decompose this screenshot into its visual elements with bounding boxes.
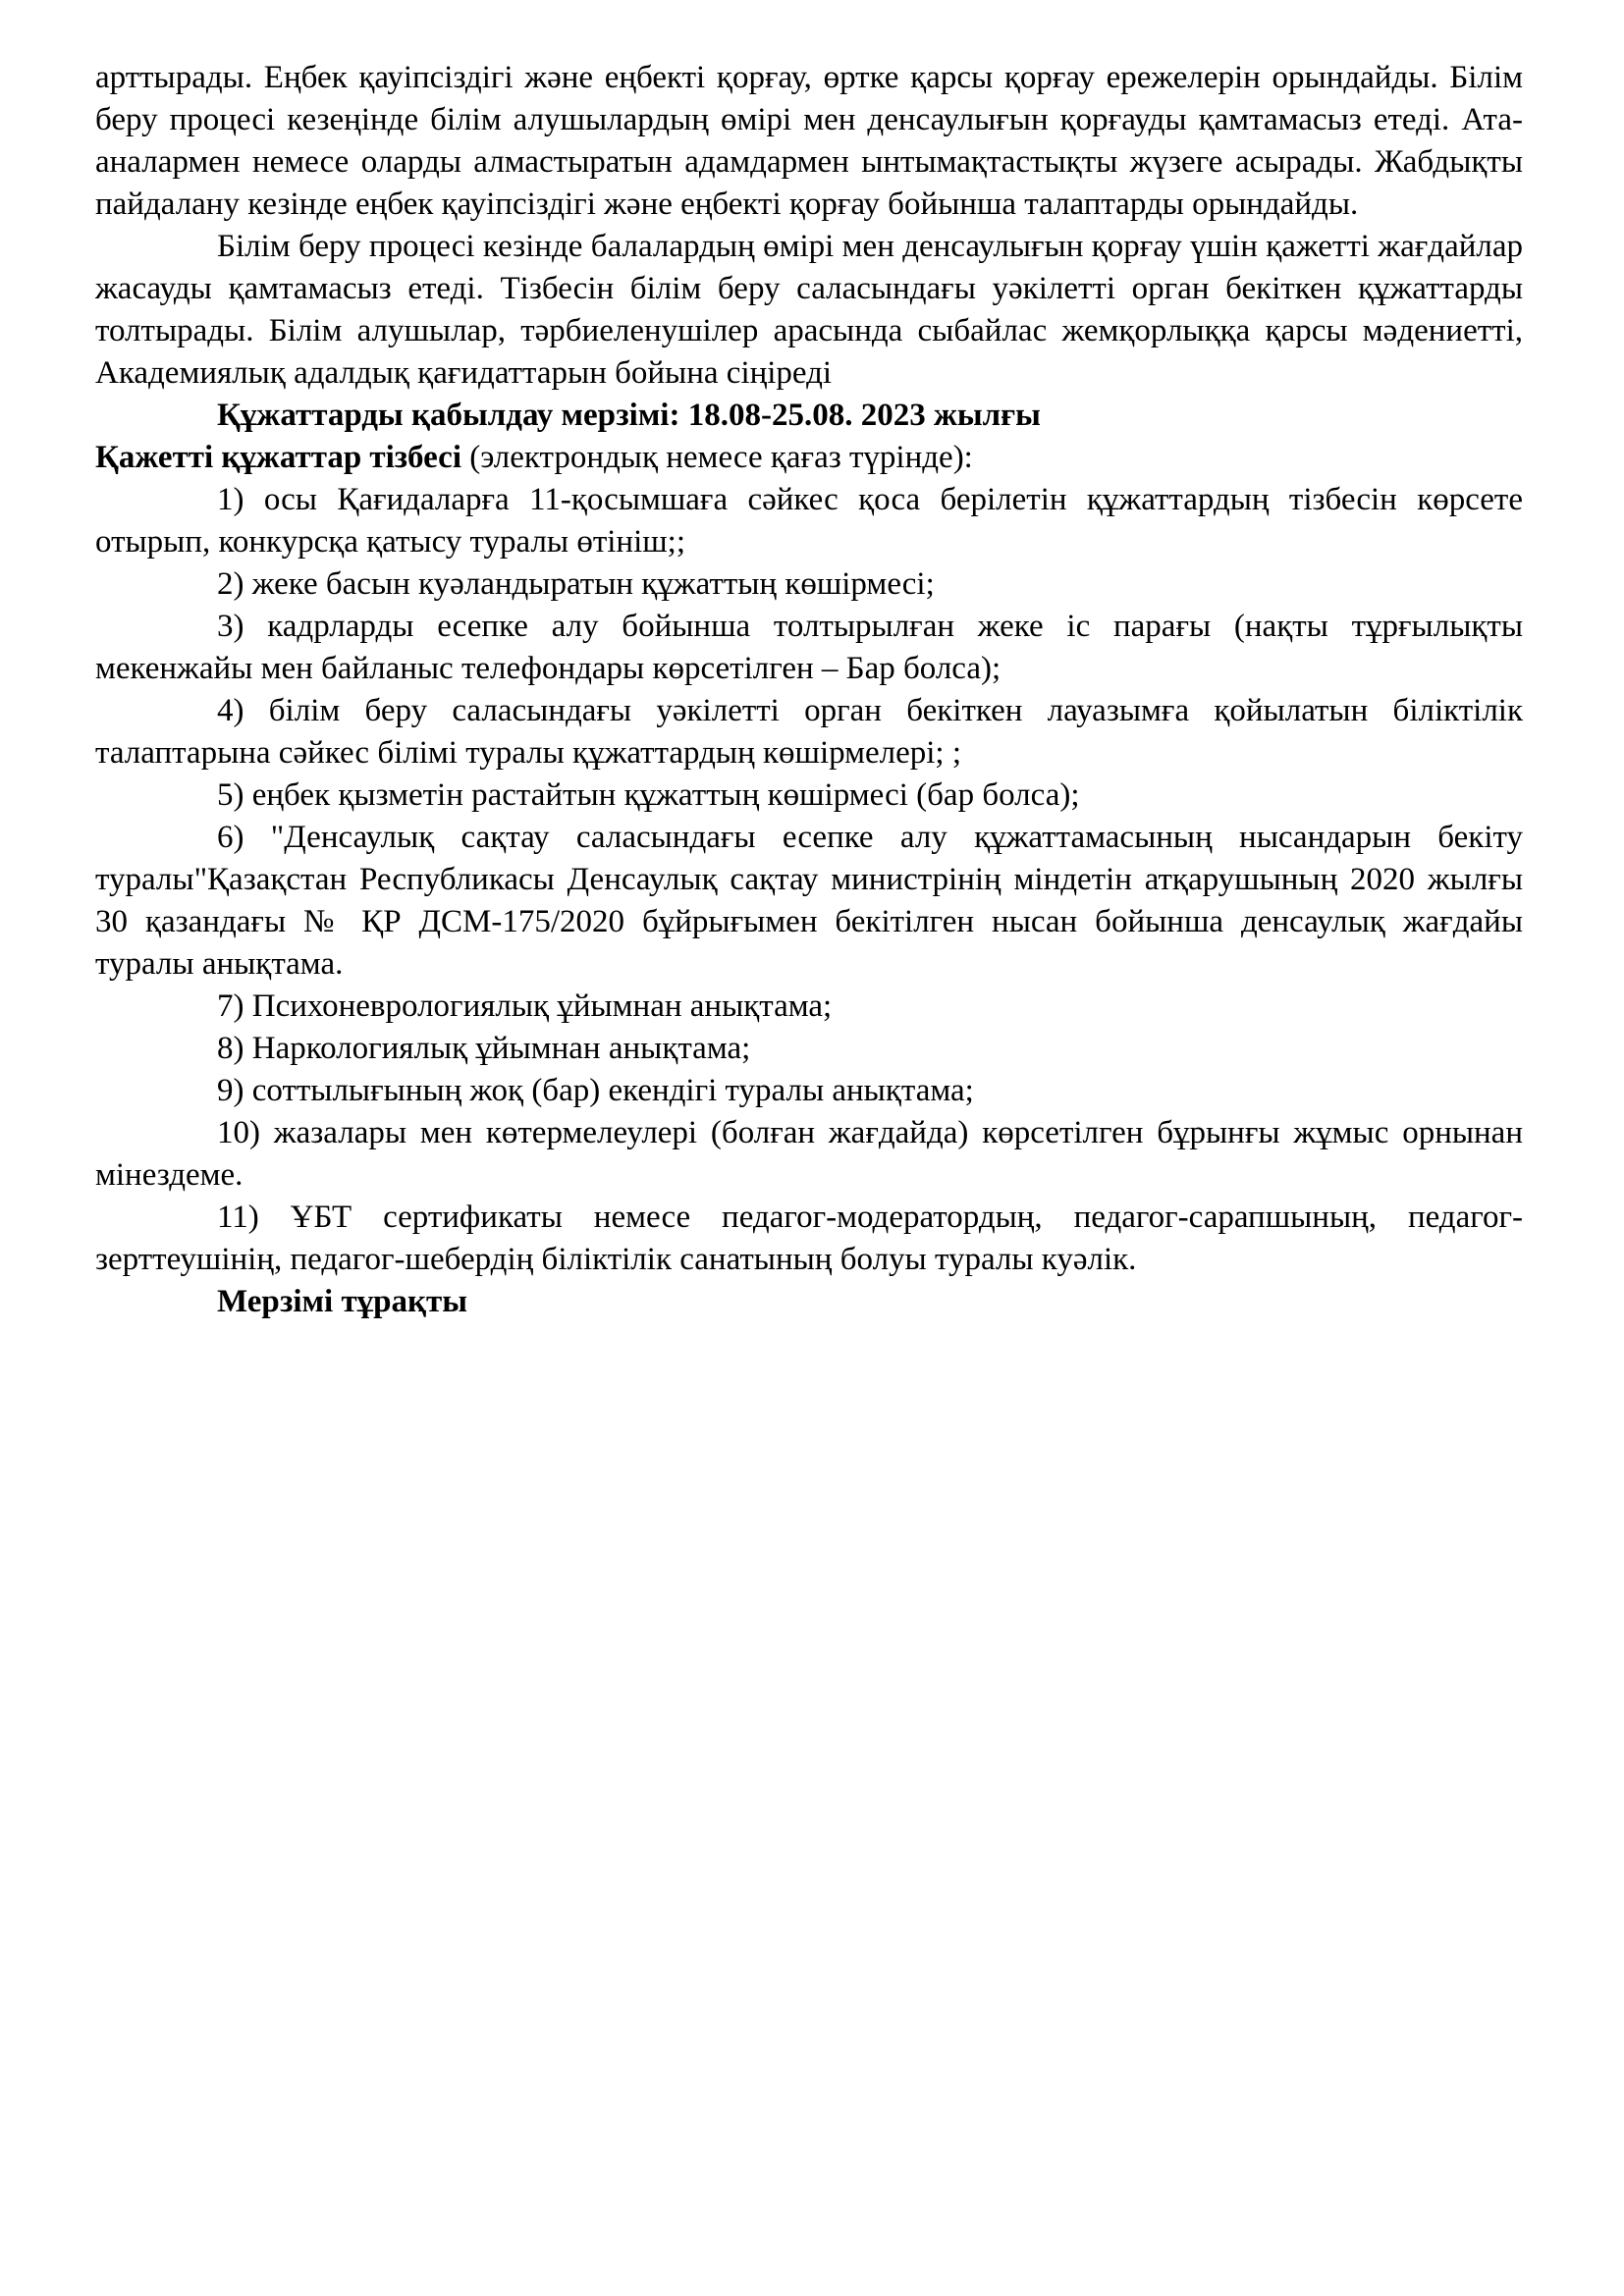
required-documents-heading-rest: (электрондық немесе қағаз түрінде): — [461, 440, 973, 475]
deadline-heading: Құжаттарды қабылдау мерзімі: 18.08-25.08. 2023 жылғы — [217, 398, 1041, 433]
list-item-2: 2) жеке басын куәландыратын құжаттың көшірмесі; — [217, 566, 935, 602]
list-item-9: 9) соттылығының жоқ (бар) екендігі туралы анықтама; — [217, 1073, 974, 1108]
list-item-7: 7) Психоневрологиялық ұйымнан анықтама; — [217, 988, 833, 1024]
intro-paragraph-2: Білім беру процесі кезінде балалардың өмірі мен денсаулығын қорғау үшін қажетті жағдайлар жасауды қамтамасыз етеді. Тізбесін білім беру саласындағы уәкілетті орган бекіткен құжаттарды толтырады. Білім алушылар, тәрбиеленушілер арасында сыбайлас жемқорлыққа қарсы мәдениетті, Академиялық адалдық қағидаттарын бойына сіңіреді — [95, 229, 1523, 391]
list-item-8: 8) Наркологиялық ұйымнан анықтама; — [217, 1031, 751, 1066]
list-item-11: 11) ҰБТ сертификаты немесе педагог-модератордың, педагог-сарапшының, педагог-зерттеушінің, педагог-шебердің біліктілік санатының болуы туралы куәлік. — [95, 1200, 1523, 1277]
term-label: Мерзімі тұрақты — [217, 1284, 467, 1319]
list-item-6: 6) "Денсаулық сақтау саласындағы есепке алу құжаттамасының нысандарын бекіту туралы"Қазақстан Республикасы Денсаулық сақтау министрінің міндетін атқарушының 2020 жылғы 30 қазандағы № ҚР ДСМ-175/2020 бұйрығымен бекітілген нысан бойынша денсаулық жағдайы туралы анықтама. — [95, 820, 1523, 982]
list-item-5: 5) еңбек қызметін растайтын құжаттың көшірмесі (бар болса); — [217, 777, 1080, 813]
required-documents-heading — [95, 437, 1523, 479]
document-page — [95, 57, 1523, 1323]
list-item-3: 3) кадрларды есепке алу бойынша толтырылған жеке іс парағы (нақты тұрғылықты мекенжайы мен байланыс телефондары көрсетілген – Бар болса); — [95, 609, 1523, 686]
required-documents-heading-bold: Қажетті құжаттар тізбесі — [95, 440, 461, 475]
list-item-10: 10) жазалары мен көтермелеулері (болған жағдайда) көрсетілген бұрынғы жұмыс орнынан мінездеме. — [95, 1115, 1523, 1193]
list-item-4: 4) білім беру саласындағы уәкілетті орган бекіткен лауазымға қойылатын біліктілік талаптарына сәйкес білімі туралы құжаттардың көшірмелері; ; — [95, 693, 1523, 771]
list-item-1: 1) осы Қағидаларға 11-қосымшаға сәйкес қоса берілетін құжаттардың тізбесін көрсете отырып, конкурсқа қатысу туралы өтініш;; — [95, 482, 1523, 560]
intro-paragraph-1: арттырады. Еңбек қауіпсіздігі және еңбекті қорғау, өртке қарсы қорғау ережелерін орындайды. Білім беру процесі кезеңінде білім алушылардың өмірі мен денсаулығын қорғауды қамтамасыз етеді. Ата-аналармен немесе оларды алмастыратын адамдармен ынтымақтастықты жүзеге асырады. Жабдықты пайдалану кезінде еңбек қауіпсіздігі және еңбекті қорғау бойынша талаптарды орындайды. — [95, 60, 1523, 222]
